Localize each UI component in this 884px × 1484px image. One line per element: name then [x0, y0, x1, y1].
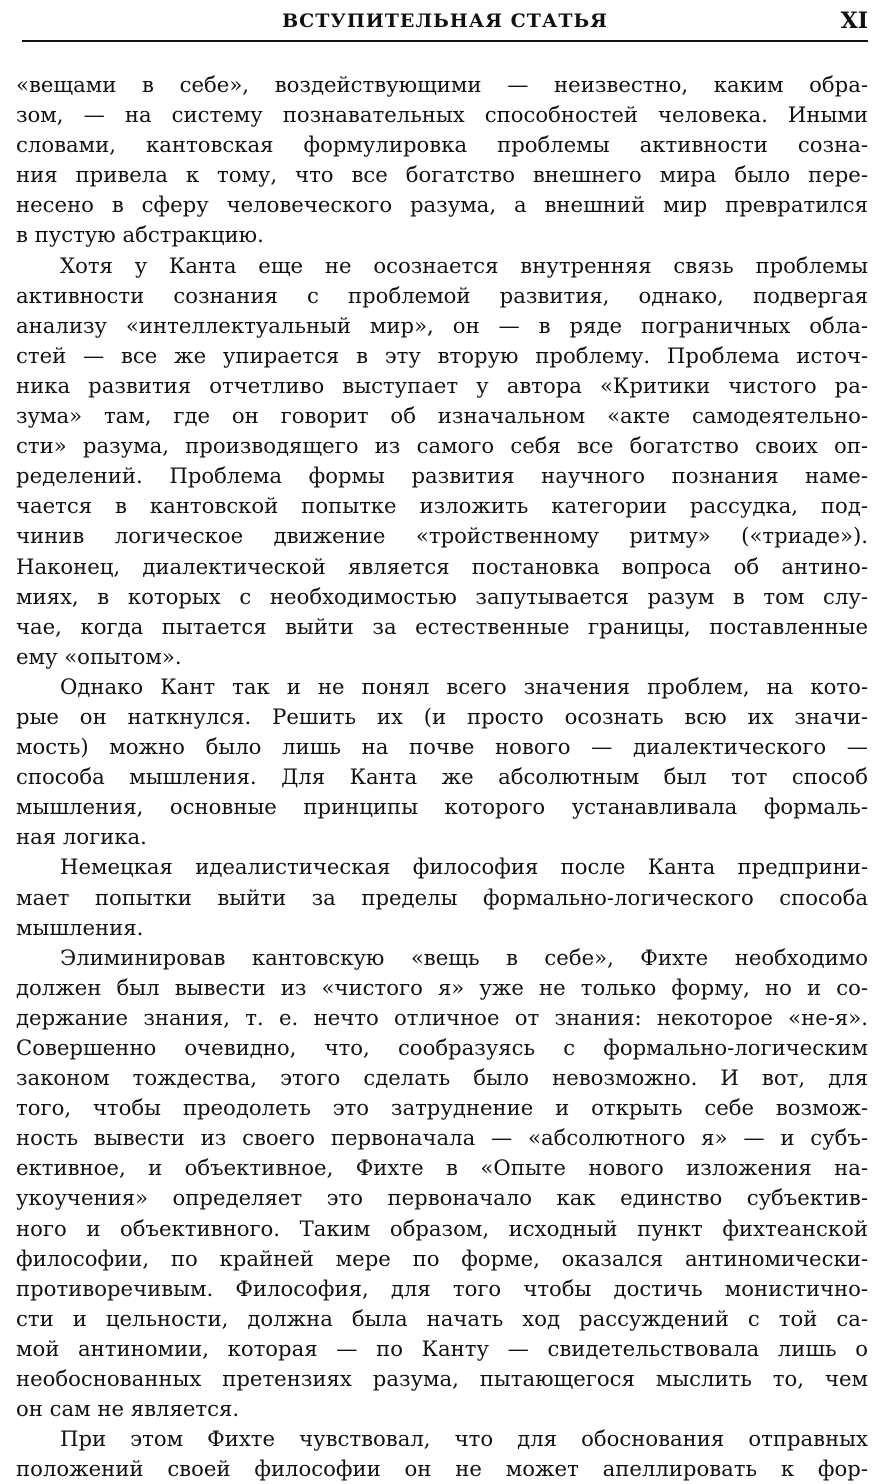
text-line: Хотя у Канта еще не осознается внутренняя связь проблемы	[60, 252, 868, 278]
text-line: мость) можно было лишь на почве нового — диалектического —	[16, 734, 868, 760]
text-line: анализу «интеллектуальный мир», он — в ряде пограничных обла-	[16, 312, 868, 338]
text-line: мышления, основные принципы которого устанавливала формаль-	[16, 794, 868, 820]
text-line: Однако Кант так и не понял всего значения проблем, на кото-	[60, 673, 868, 699]
body-text	[16, 70, 868, 1484]
text-line: ему «опытом».	[16, 643, 182, 669]
text-line: ная логика.	[16, 824, 147, 850]
text-line: должен был вывести из «чистого я» уже не только форму, но и со-	[16, 974, 868, 1000]
text-line: того, чтобы преодолеть это затруднение и открыть себе возмож-	[16, 1095, 868, 1121]
header-rule	[22, 40, 868, 42]
text-line: рые он наткнулся. Решить их (и просто осознать всю их значи-	[16, 703, 868, 729]
text-line: ника развития отчетливо выступает у автора «Критики чистого ра-	[16, 372, 868, 398]
text-line: словами, кантовская формулировка проблемы активности созна-	[16, 132, 868, 158]
text-line: Совершенно очевидно, что, сообразуясь с формально-логическим	[16, 1035, 868, 1060]
text-line: Элиминировав кантовскую «вещь в себе», Фихте необходимо	[60, 944, 868, 970]
text-line: способа мышления. Для Канта же абсолютным был тот способ	[16, 764, 868, 790]
text-line: Наконец, диалектической является постановка вопроса об антино-	[16, 553, 868, 579]
text-line: Немецкая идеалистическая философия после Канта предприни-	[60, 854, 868, 880]
text-line: держание знания, т. е. нечто отличное от знания: некоторое «не-я».	[16, 1004, 868, 1030]
text-line: ния привела к тому, что все богатство внешнего мира было пере-	[16, 162, 868, 188]
text-line: необоснованных претензиях разума, пытающегося мыслить то, чем	[16, 1366, 868, 1392]
text-line: он сам не является.	[16, 1396, 240, 1422]
text-line: мает попытки выйти за пределы формально-логического способа	[16, 884, 868, 910]
text-line: миях, в которых с необходимостью запутывается разум в том слу-	[16, 583, 868, 609]
text-line: чае, когда пытается выйти за естественные границы, поставленные	[16, 613, 868, 639]
text-line: чается в кантовской попытке изложить категории рассудка, под-	[16, 493, 868, 519]
text-line: мой антиномии, которая — по Канту — свидетельствовала лишь о	[16, 1335, 868, 1361]
running-title: ВСТУПИТЕЛЬНАЯ СТАТЬЯ	[282, 10, 608, 32]
text-line: мышления.	[16, 914, 144, 940]
running-head	[22, 4, 868, 38]
text-line: сти и цельности, должна была начать ход рассуждений с той са-	[16, 1305, 868, 1331]
text-line: сти» разума, производящего из самого себя все богатство своих оп-	[16, 433, 868, 459]
text-line: укоучения» определяет это первоначало как единство субъектив-	[16, 1185, 868, 1211]
text-line: философии, по крайней мере по форме, оказался антиномически-	[16, 1245, 868, 1271]
page-number: XI	[840, 8, 868, 34]
text-line: противоречивым. Философия, для того чтобы достичь монистично-	[16, 1275, 868, 1301]
text-line: «вещами в себе», воздействующими — неизвестно, каким обра-	[16, 72, 868, 97]
text-line: ективное, и объективное, Фихте в «Опыте нового изложения на-	[16, 1155, 868, 1181]
text-line: несено в сферу человеческого разума, а внешний мир превратился	[16, 192, 868, 218]
text-line: стей — все же упирается в эту вторую проблему. Проблема источ-	[16, 342, 868, 368]
text-line: чинив логическое движение «тройственному ритму» («триаде»).	[16, 523, 868, 549]
text-line: зума» там, где он говорит об изначальном «акте самодеятельно-	[16, 403, 868, 429]
text-line: ного и объективного. Таким образом, исходный пункт фихтеанской	[16, 1215, 868, 1241]
text-line: положений своей философии он не может апеллировать к фор-	[16, 1456, 868, 1482]
text-line: ность вывести из своего первоначала — «абсолютного я» — и субъ-	[16, 1125, 868, 1151]
text-line: законом тождества, этого сделать было невозможно. И вот, для	[16, 1065, 868, 1091]
text-line: При этом Фихте чувствовал, что для обоснования отправных	[60, 1426, 868, 1452]
text-line: активности сознания с проблемой развития, однако, подвергая	[16, 282, 868, 308]
text-line: ределений. Проблема формы развития научного познания наме-	[16, 463, 868, 489]
text-line: в пустую абстракцию.	[16, 222, 264, 248]
text-line: зом, — на систему познавательных способностей человека. Иными	[16, 102, 868, 128]
